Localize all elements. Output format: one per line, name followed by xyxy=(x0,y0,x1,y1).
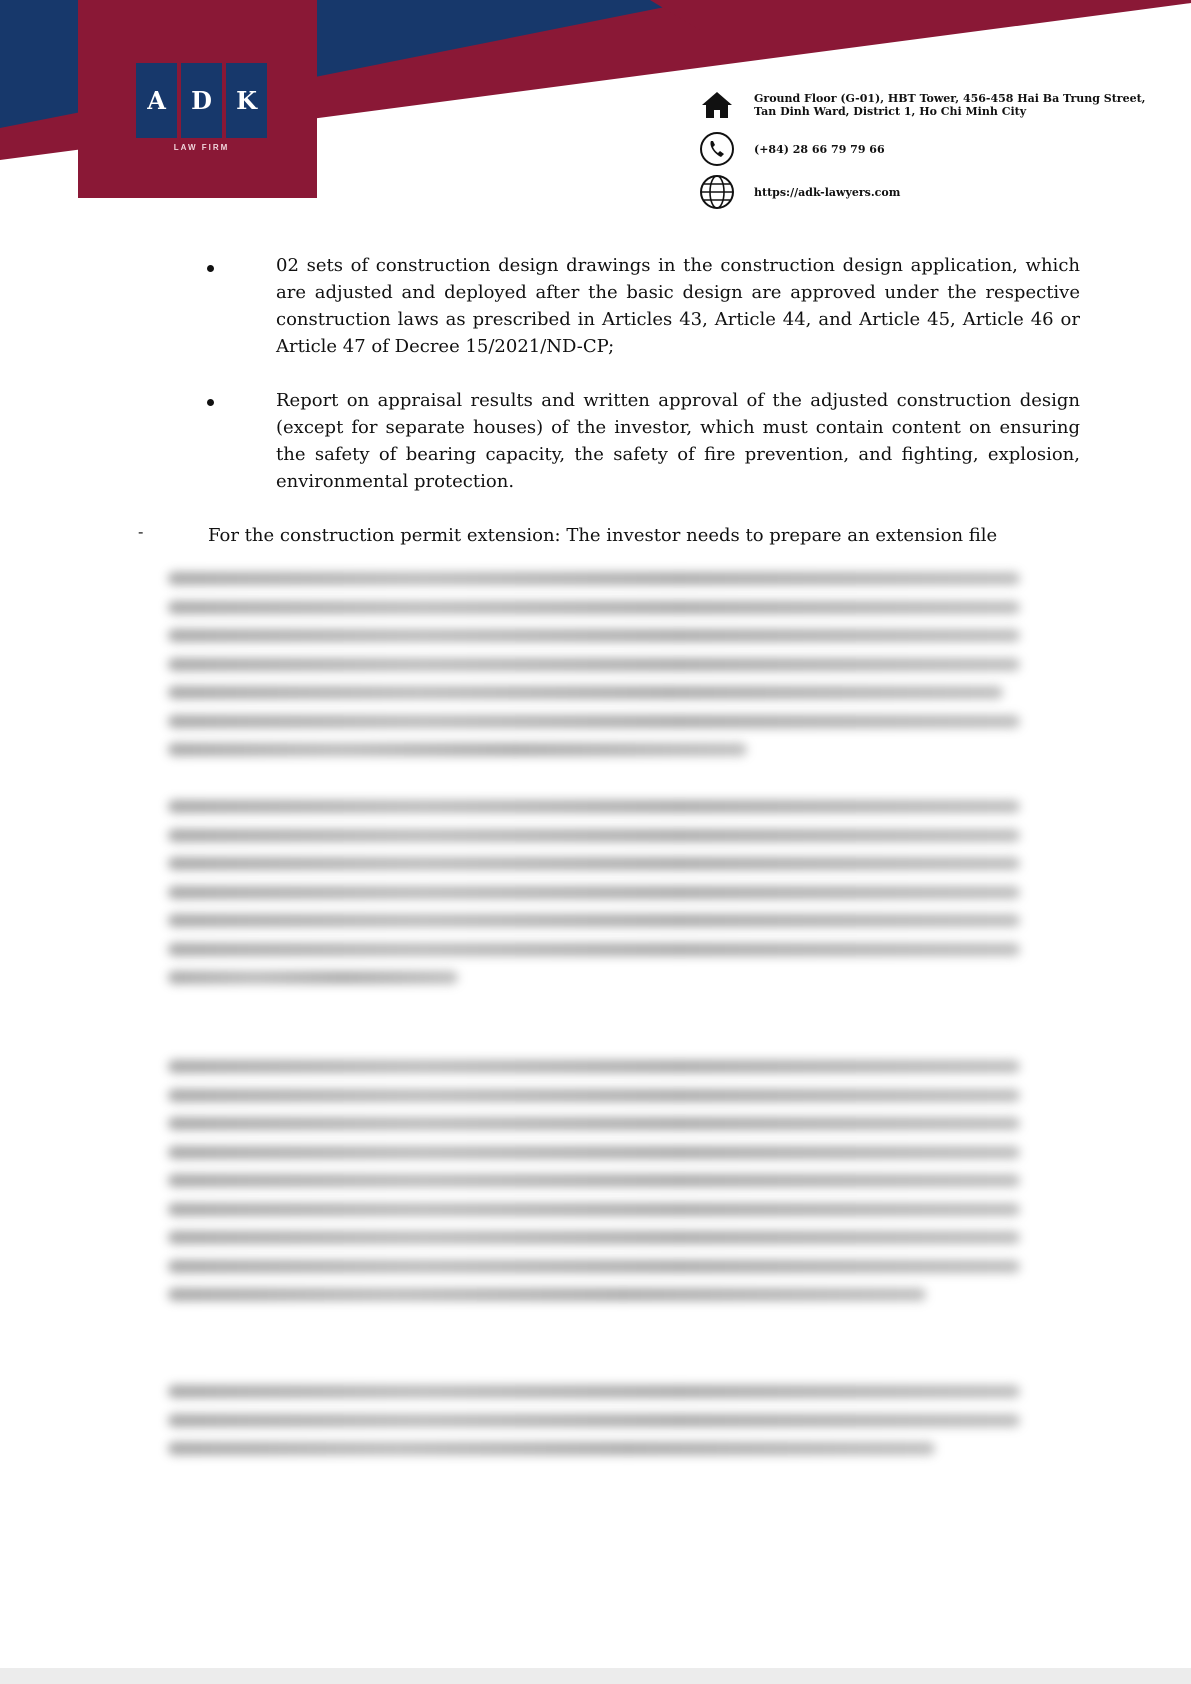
dash-item: For the construction permit extension: The investor needs to prepare an extension file xyxy=(208,525,998,546)
phone-number: (+84) 28 66 79 79 66 xyxy=(754,142,885,156)
address-line-1: Ground Floor (G-01), HBT Tower, 456-458 Hai Ba Trung Street, xyxy=(754,92,1146,105)
page-bottom-edge xyxy=(0,1668,1191,1684)
website-link[interactable]: https://adk-lawyers.com xyxy=(754,185,901,199)
logo-letter: K xyxy=(226,63,267,138)
blurred-content xyxy=(0,560,1191,1684)
home-icon xyxy=(698,86,736,124)
contact-address xyxy=(698,86,1145,124)
logo-letter: D xyxy=(181,63,222,138)
bullet-item: 02 sets of construction design drawings in the construction design application, which are adjusted and deployed after the basic design are approved under the respective construction laws as prescribed in Articles 43, Article 44, and Article 45, Article 46 or Article 47 of Decree 15/2021/ND-CP; xyxy=(276,255,1080,357)
phone-icon xyxy=(698,130,736,168)
blurred-paragraph xyxy=(168,800,1020,1000)
bullet-item: Report on appraisal results and written approval of the adjusted construction design (except for separate houses) of the investor, which must contain content on ensuring the safety of bearing capacity, the safety of fire prevention, and fighting, explosion, environmental protection. xyxy=(276,390,1080,492)
blurred-paragraph xyxy=(168,572,1020,772)
logo-letter: A xyxy=(136,63,177,138)
address-line-2: Tan Dinh Ward, District 1, Ho Chi Minh City xyxy=(754,105,1027,118)
contact-phone xyxy=(698,130,885,168)
logo-subtitle: LAW FIRM xyxy=(173,143,230,152)
blurred-paragraph xyxy=(168,1060,1020,1317)
company-logo xyxy=(136,63,267,138)
dash-marker: - xyxy=(138,522,144,541)
blurred-paragraph xyxy=(168,1385,1020,1471)
contact-website xyxy=(698,173,900,211)
bullet-marker xyxy=(205,391,217,403)
bullet-marker xyxy=(205,257,217,269)
globe-icon xyxy=(698,173,736,211)
